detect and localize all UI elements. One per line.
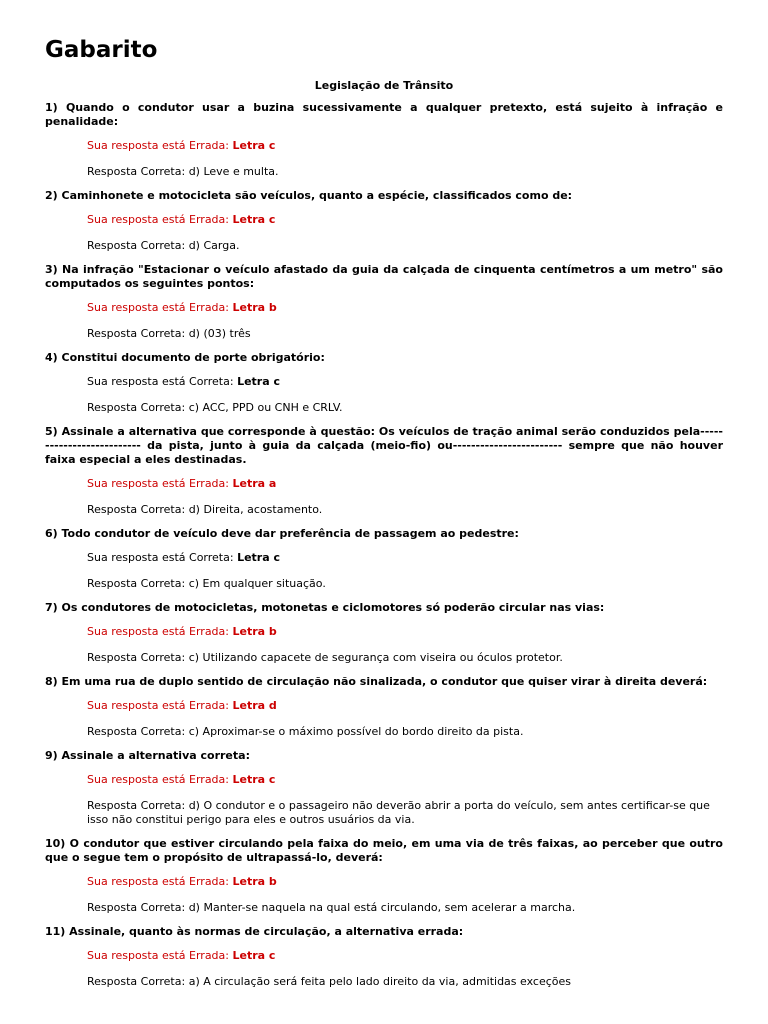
answer-status-label: Sua resposta está Errada: — [87, 949, 229, 962]
chosen-letter: Letra c — [232, 139, 276, 152]
correct-answer — [87, 401, 723, 415]
correct-answer-text: d) Direita, acostamento. — [188, 503, 323, 516]
question-item — [45, 527, 723, 591]
answer-status — [87, 301, 723, 315]
correct-answer-text: c) Aproximar-se o máximo possível do bordo direito da pista. — [188, 725, 524, 738]
question-text: 11) Assinale, quanto às normas de circulação, a alternativa errada: — [45, 925, 464, 938]
question-text: 8) Em uma rua de duplo sentido de circulação não sinalizada, o condutor que quiser virar à direita deverá: — [45, 675, 708, 688]
answer-status — [87, 875, 723, 889]
question-item — [45, 601, 723, 665]
correct-answer-text: a) A circulação será feita pelo lado direito da via, admitidas exceções — [188, 975, 572, 988]
correct-answer — [87, 799, 723, 827]
answer-status-label: Sua resposta está Errada: — [87, 699, 229, 712]
question-text: 4) Constitui documento de porte obrigatório: — [45, 351, 325, 364]
question-item — [45, 425, 723, 517]
answer-status-label: Sua resposta está Errada: — [87, 875, 229, 888]
chosen-letter: Letra b — [232, 875, 277, 888]
page-title: Gabarito — [45, 37, 158, 63]
answer-status-label: Sua resposta está Errada: — [87, 773, 229, 786]
correct-answer-label: Resposta Correta: — [87, 239, 186, 252]
question-text: 1) Quando o condutor usar a buzina sucessivamente a qualquer pretexto, está sujeito à infração e penalidade: — [45, 101, 723, 128]
answer-status-label: Sua resposta está Errada: — [87, 139, 229, 152]
answer-status-label: Sua resposta está Errada: — [87, 625, 229, 638]
correct-answer-label: Resposta Correta: — [87, 975, 186, 988]
answer-status-label: Sua resposta está Correta: — [87, 375, 234, 388]
correct-answer — [87, 327, 723, 341]
answer-status-label: Sua resposta está Errada: — [87, 213, 229, 226]
document-subtitle: Legislação de Trânsito — [314, 79, 454, 92]
correct-answer — [87, 503, 723, 517]
question-text: 7) Os condutores de motocicletas, motonetas e ciclomotores só poderão circular nas vias: — [45, 601, 605, 614]
correct-answer — [87, 725, 723, 739]
correct-answer-text: d) Manter-se naquela na qual está circulando, sem acelerar a marcha. — [188, 901, 576, 914]
question-text: 3) Na infração "Estacionar o veículo afastado da guia da calçada de cinquenta centímetros a um metro" são computados os seguintes pontos: — [45, 263, 723, 290]
correct-answer — [87, 239, 723, 253]
answer-status — [87, 477, 723, 491]
answer-status — [87, 375, 723, 389]
answer-status — [87, 949, 723, 963]
question-text: 10) O condutor que estiver circulando pela faixa do meio, em uma via de três faixas, ao perceber que outro que o segue tem o propósito de ultrapassá-lo, deverá: — [45, 837, 723, 864]
correct-answer-text: d) O condutor e o passageiro não deverão abrir a porta do veículo, sem antes certificar-se que isso não constitui perigo para eles e outros usuários da via. — [87, 799, 710, 826]
correct-answer-text: d) Leve e multa. — [188, 165, 279, 178]
correct-answer-text: c) ACC, PPD ou CNH e CRLV. — [188, 401, 343, 414]
answer-status-label: Sua resposta está Correta: — [87, 551, 234, 564]
answer-status — [87, 773, 723, 787]
correct-answer-text: c) Utilizando capacete de segurança com viseira ou óculos protetor. — [188, 651, 563, 664]
correct-answer-label: Resposta Correta: — [87, 503, 186, 516]
question-item — [45, 837, 723, 915]
correct-answer-label: Resposta Correta: — [87, 651, 186, 664]
correct-answer-label: Resposta Correta: — [87, 901, 186, 914]
chosen-letter: Letra b — [232, 625, 277, 638]
question-item — [45, 263, 723, 341]
chosen-letter: Letra c — [232, 213, 276, 226]
chosen-letter: Letra c — [237, 375, 280, 388]
chosen-letter: Letra d — [232, 699, 277, 712]
question-item — [45, 351, 723, 415]
answer-status — [87, 213, 723, 227]
correct-answer-label: Resposta Correta: — [87, 401, 186, 414]
correct-answer-label: Resposta Correta: — [87, 165, 186, 178]
correct-answer-text: d) Carga. — [188, 239, 240, 252]
question-item — [45, 925, 723, 989]
answer-status — [87, 139, 723, 153]
correct-answer-label: Resposta Correta: — [87, 327, 186, 340]
question-text: 5) Assinale a alternativa que corresponde à questão: Os veículos de tração animal serão conduzidos pela-------------------------- da pista, junto à guia da calçada (meio-fio) ou------------------------ sempre que não houver faixa especial a eles destinadas. — [45, 425, 723, 466]
answer-status-label: Sua resposta está Errada: — [87, 477, 229, 490]
correct-answer-label: Resposta Correta: — [87, 577, 186, 590]
question-item — [45, 189, 723, 253]
correct-answer-text: d) (03) três — [188, 327, 251, 340]
chosen-letter: Letra c — [232, 773, 276, 786]
correct-answer — [87, 651, 723, 665]
chosen-letter: Letra b — [232, 301, 277, 314]
correct-answer-text: c) Em qualquer situação. — [188, 577, 326, 590]
answer-status — [87, 625, 723, 639]
answer-status — [87, 551, 723, 565]
answer-status-label: Sua resposta está Errada: — [87, 301, 229, 314]
chosen-letter: Letra c — [232, 949, 276, 962]
question-list — [45, 101, 723, 989]
correct-answer — [87, 975, 723, 989]
question-text: 2) Caminhonete e motocicleta são veículos, quanto a espécie, classificados como de: — [45, 189, 573, 202]
chosen-letter: Letra a — [232, 477, 277, 490]
question-item — [45, 675, 723, 739]
answer-status — [87, 699, 723, 713]
question-item — [45, 749, 723, 827]
question-text: 6) Todo condutor de veículo deve dar preferência de passagem ao pedestre: — [45, 527, 519, 540]
question-item — [45, 101, 723, 179]
correct-answer — [87, 577, 723, 591]
correct-answer — [87, 165, 723, 179]
correct-answer — [87, 901, 723, 915]
question-text: 9) Assinale a alternativa correta: — [45, 749, 250, 762]
correct-answer-label: Resposta Correta: — [87, 725, 186, 738]
chosen-letter: Letra c — [237, 551, 280, 564]
correct-answer-label: Resposta Correta: — [87, 799, 186, 812]
